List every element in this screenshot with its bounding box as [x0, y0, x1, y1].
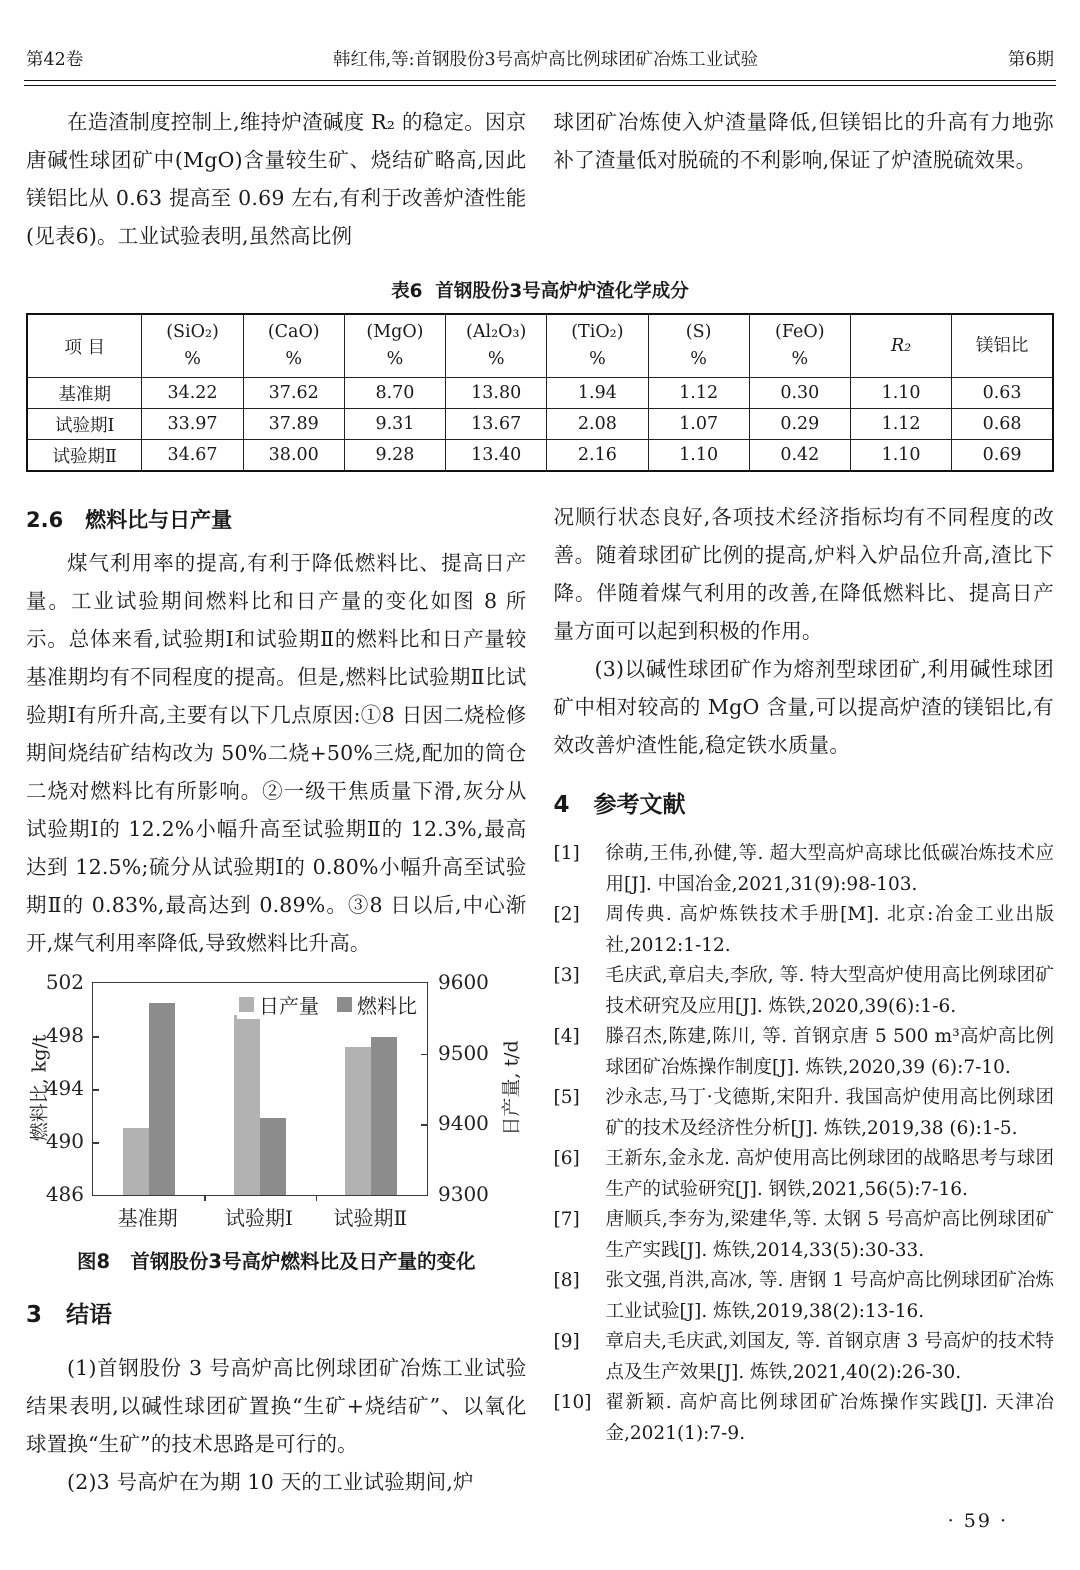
table6-row-label: 试验期Ⅱ — [27, 440, 142, 472]
reference-item — [554, 900, 1055, 961]
chart-legend — [237, 990, 419, 1019]
table6-cell: 0.42 — [749, 440, 850, 472]
table6-cell: 13.67 — [446, 409, 547, 440]
right-axis-tick — [421, 1054, 427, 1056]
table6-header-cell: R₂ — [850, 314, 951, 378]
header-running-title: 韩红伟,等:首钢股份3号高炉高比例球团矿冶炼工业试验 — [333, 50, 759, 70]
table6-cell: 9.31 — [344, 409, 445, 440]
table6-cell: 2.16 — [547, 440, 648, 472]
chart-bar-daily-output — [234, 1015, 260, 1195]
intro-right-column — [554, 103, 1055, 255]
table6-cell: 34.67 — [142, 440, 243, 472]
reference-text: 翟新颖. 高炉高比例球团矿冶炼操作实践[J]. 天津冶金,2021(1):7-9. — [605, 1392, 1054, 1444]
page-footer — [948, 1510, 1008, 1532]
table6-cell: 2.08 — [547, 409, 648, 440]
reference-text: 徐萌,王伟,孙健,等. 超大型高炉高球比低碳冶炼技术应用[J]. 中国冶金,2021,31(9):98-103. — [605, 843, 1054, 895]
chart-plot-area — [92, 982, 428, 1196]
left-axis-tick-label: 486 — [45, 1182, 84, 1206]
table6-cell: 0.68 — [952, 409, 1053, 440]
table6-header-cell: (CaO) % — [243, 314, 344, 378]
chart-bar-daily-output — [345, 1047, 371, 1195]
section-3-heading: 3 结语 — [26, 1302, 113, 1328]
chart-bar-fuel-ratio — [371, 1037, 397, 1195]
section-2-6-heading: 2.6 燃料比与日产量 — [26, 508, 233, 532]
table6-header-cell: (S) % — [648, 314, 749, 378]
table6-cell: 37.62 — [243, 378, 344, 409]
reference-item — [554, 1388, 1055, 1449]
reference-item — [554, 1144, 1055, 1205]
table6-header-cell: (MgO) % — [344, 314, 445, 378]
right-axis-title: 日产量, t/d — [500, 1040, 523, 1136]
table6-cell: 1.10 — [850, 440, 951, 472]
reference-label: [6] — [553, 1148, 580, 1169]
table6-cell: 13.80 — [446, 378, 547, 409]
table-row — [27, 440, 1053, 472]
header-issue: 第6期 — [1007, 50, 1054, 70]
x-axis-tick — [316, 1195, 318, 1201]
table6-cell: 9.28 — [344, 440, 445, 472]
section-2-6-paragraph: 煤气利用率的提高,有利于降低燃料比、提高日产量。工业试验期间燃料比和日产量的变化如图 8 所示。总体来看,试验期Ⅰ和试验期Ⅱ的燃料比和日产量较基准期均有不同程度的提高。但是,燃料比试验期Ⅱ比试验期Ⅰ有所升高,主要有以下几点原因:①8 日因二烧检修期间烧结矿结构改为 50%二烧+50%三烧,配加的筒仓二烧对燃料比有所影响。②一级干焦质量下滑,灰分从试验期Ⅰ的 12.2%小幅升高至试验期Ⅱ的 12.3%,最高达到 12.5%;硫分从试验期Ⅰ的 0.80%小幅升高至试验期Ⅱ的 0.83%,最高达到 0.89%。③8 日以后,中心渐开,煤气利用率降低,导致燃料比升高。 — [26, 551, 527, 955]
intro-right-paragraph: 球团矿冶炼使入炉渣量降低,但镁铝比的升高有力地弥补了渣量低对脱硫的不利影响,保证了炉渣脱硫效果。 — [553, 110, 1054, 172]
reference-label: [10] — [553, 1392, 592, 1413]
table6-cell: 38.00 — [243, 440, 344, 472]
reference-text: 滕召杰,陈建,陈川, 等. 首钢京唐 5 500 m³高炉高比例球团矿冶炼操作制度[J]. 炼铁,2020,39 (6):7-10. — [605, 1026, 1054, 1078]
table6-cell: 0.29 — [749, 409, 850, 440]
table6-cell: 1.12 — [648, 378, 749, 409]
table6-cell: 1.07 — [648, 409, 749, 440]
reference-label: [2] — [553, 904, 580, 925]
table6-cell: 1.10 — [850, 378, 951, 409]
reference-item — [554, 961, 1055, 1022]
left-axis-tick-label: 502 — [45, 970, 84, 994]
right-axis-tick-label: 9300 — [438, 1182, 489, 1206]
table6-row-label: 基准期 — [27, 378, 142, 409]
left-axis-tick — [93, 1036, 99, 1038]
table6-cell: 34.22 — [142, 378, 243, 409]
table6-cell: 37.89 — [243, 409, 344, 440]
reference-list — [554, 839, 1055, 1449]
reference-label: [5] — [553, 1087, 580, 1108]
reference-text: 唐顺兵,李夯为,梁建华,等. 太钢 5 号高炉高比例球团矿生产实践[J]. 炼铁,2014,33(5):30-33. — [605, 1209, 1054, 1261]
reference-item — [554, 1266, 1055, 1327]
page-header — [26, 46, 1054, 71]
left-axis-tick-label: 494 — [45, 1076, 84, 1100]
conclusion-paragraph-3: (3)以碱性球团矿作为熔剂型球团矿,利用碱性球团矿中相对较高的 MgO 含量,可以提高炉渣的镁铝比,有效改善炉渣性能,稳定铁水质量。 — [553, 657, 1054, 757]
x-axis-category-label: 试验期Ⅰ — [225, 1206, 293, 1230]
left-axis-tick-label: 490 — [45, 1129, 84, 1153]
figure-8-chart — [28, 970, 528, 1232]
table6-cell: 8.70 — [344, 378, 445, 409]
x-axis-category-label: 试验期Ⅱ — [333, 1206, 408, 1230]
figure-8 — [26, 970, 527, 1274]
intro-columns — [26, 103, 1054, 255]
x-axis-tick — [204, 1195, 206, 1201]
table6-header-cell: (SiO₂) % — [142, 314, 243, 378]
x-axis-category-label: 基准期 — [117, 1206, 178, 1230]
legend-swatch — [239, 997, 254, 1012]
table6-header-cell: 镁铝比 — [952, 314, 1053, 378]
right-column — [554, 498, 1055, 1501]
reference-label: [7] — [553, 1209, 580, 1230]
conclusion-continuation: 况顺行状态良好,各项技术经济指标均有不同程度的改善。随着球团矿比例的提高,炉料入炉品位升高,渣比下降。伴随着煤气利用的改善,在降低燃料比、提高日产量方面可以起到积极的作用。 — [553, 505, 1054, 643]
reference-item — [554, 1022, 1055, 1083]
reference-label: [1] — [553, 843, 580, 864]
table6-cell: 1.94 — [547, 378, 648, 409]
legend-label: 日产量 — [259, 994, 319, 1018]
reference-text: 张文强,肖洪,高冰, 等. 唐钢 1 号高炉高比例球团矿冶炼工业试验[J]. 炼铁,2019,38(2):13-16. — [605, 1270, 1054, 1322]
table6-cell: 1.12 — [850, 409, 951, 440]
reference-text: 王新东,金永龙. 高炉使用高比例球团的战略思考与球团生产的试验研究[J]. 钢铁,2021,56(5):7-16. — [605, 1148, 1054, 1200]
legend-item — [239, 990, 319, 1019]
left-axis-tick — [93, 1089, 99, 1091]
table6-cell: 0.30 — [749, 378, 850, 409]
left-axis-tick-label: 498 — [45, 1023, 84, 1047]
table-row — [27, 409, 1053, 440]
conclusion-paragraph-1: (1)首钢股份 3 号高炉高比例球团矿冶炼工业试验结果表明,以碱性球团矿置换“生矿+烧结矿”、以氧化球置换“生矿”的技术思路是可行的。 — [26, 1356, 527, 1456]
table6-block — [26, 277, 1054, 472]
reference-item — [554, 1205, 1055, 1266]
reference-label: [4] — [553, 1026, 580, 1047]
legend-swatch — [337, 997, 352, 1012]
table6-header-item: 项 目 — [27, 314, 142, 378]
table6-header-cell: (Al₂O₃) % — [446, 314, 547, 378]
reference-label: [3] — [553, 965, 580, 986]
reference-label: [9] — [553, 1331, 580, 1352]
table6-cell: 0.69 — [952, 440, 1053, 472]
right-axis-tick-label: 9600 — [438, 970, 489, 994]
header-volume: 第42卷 — [26, 50, 84, 70]
reference-item — [554, 839, 1055, 900]
legend-label: 燃料比 — [357, 994, 417, 1018]
intro-left-paragraph: 在造渣制度控制上,维持炉渣碱度 R₂ 的稳定。因京唐碱性球团矿中(MgO)含量较生矿、烧结矿略高,因此镁铝比从 0.63 提高至 0.69 左右,有利于改善炉渣性能(见表6)。工业试验表明,虽然高比例 — [26, 110, 527, 248]
page-number: · 59 · — [947, 1510, 1008, 1532]
left-axis-tick — [93, 1142, 99, 1144]
table6-cell: 13.40 — [446, 440, 547, 472]
table6-cell: 0.63 — [952, 378, 1053, 409]
figure-8-caption: 图8 首钢股份3号高炉燃料比及日产量的变化 — [76, 1250, 476, 1273]
table6-cell: 1.10 — [648, 440, 749, 472]
right-axis-tick — [421, 1124, 427, 1126]
table6-cell: 33.97 — [142, 409, 243, 440]
reference-text: 周传典. 高炉炼铁技术手册[M]. 北京:冶金工业出版社,2012:1-12. — [605, 904, 1054, 956]
chart-bar-fuel-ratio — [149, 1003, 175, 1195]
body-columns — [26, 498, 1054, 1501]
conclusion-paragraph-2: (2)3 号高炉在为期 10 天的工业试验期间,炉 — [67, 1470, 474, 1494]
reference-text: 沙永志,马丁·戈德斯,宋阳升. 我国高炉使用高比例球团矿的技术及经济性分析[J]. 炼铁,2019,38 (6):1-5. — [605, 1087, 1054, 1139]
reference-item — [554, 1083, 1055, 1144]
table-row — [27, 378, 1053, 409]
table6 — [26, 313, 1054, 472]
right-axis-tick-label: 9400 — [438, 1111, 489, 1136]
table6-row-label: 试验期Ⅰ — [27, 409, 142, 440]
reference-item — [554, 1327, 1055, 1388]
intro-left-column — [26, 103, 527, 255]
reference-text: 毛庆武,章启夫,李欣, 等. 特大型高炉使用高比例球团矿技术研究及应用[J]. 炼铁,2020,39(6):1-6. — [605, 965, 1054, 1017]
header-rule — [24, 80, 1056, 86]
legend-item — [337, 990, 417, 1019]
left-column — [26, 498, 527, 1501]
chart-bar-daily-output — [123, 1128, 149, 1195]
section-4-heading: 4 参考文献 — [553, 792, 686, 818]
table6-header-cell: (TiO₂) % — [547, 314, 648, 378]
reference-text: 章启夫,毛庆武,刘国友, 等. 首钢京唐 3 号高炉的技术特点及生产效果[J]. 炼铁,2021,40(2):26-30. — [605, 1331, 1054, 1383]
left-axis-title: 燃料比, kg/t — [28, 1034, 51, 1142]
table6-title: 表6 首钢股份3号高炉炉渣化学成分 — [391, 281, 689, 302]
reference-label: [8] — [553, 1270, 580, 1291]
right-axis-tick-label: 9500 — [438, 1040, 489, 1065]
table6-header-cell: (FeO) % — [749, 314, 850, 378]
chart-bar-fuel-ratio — [260, 1118, 286, 1195]
